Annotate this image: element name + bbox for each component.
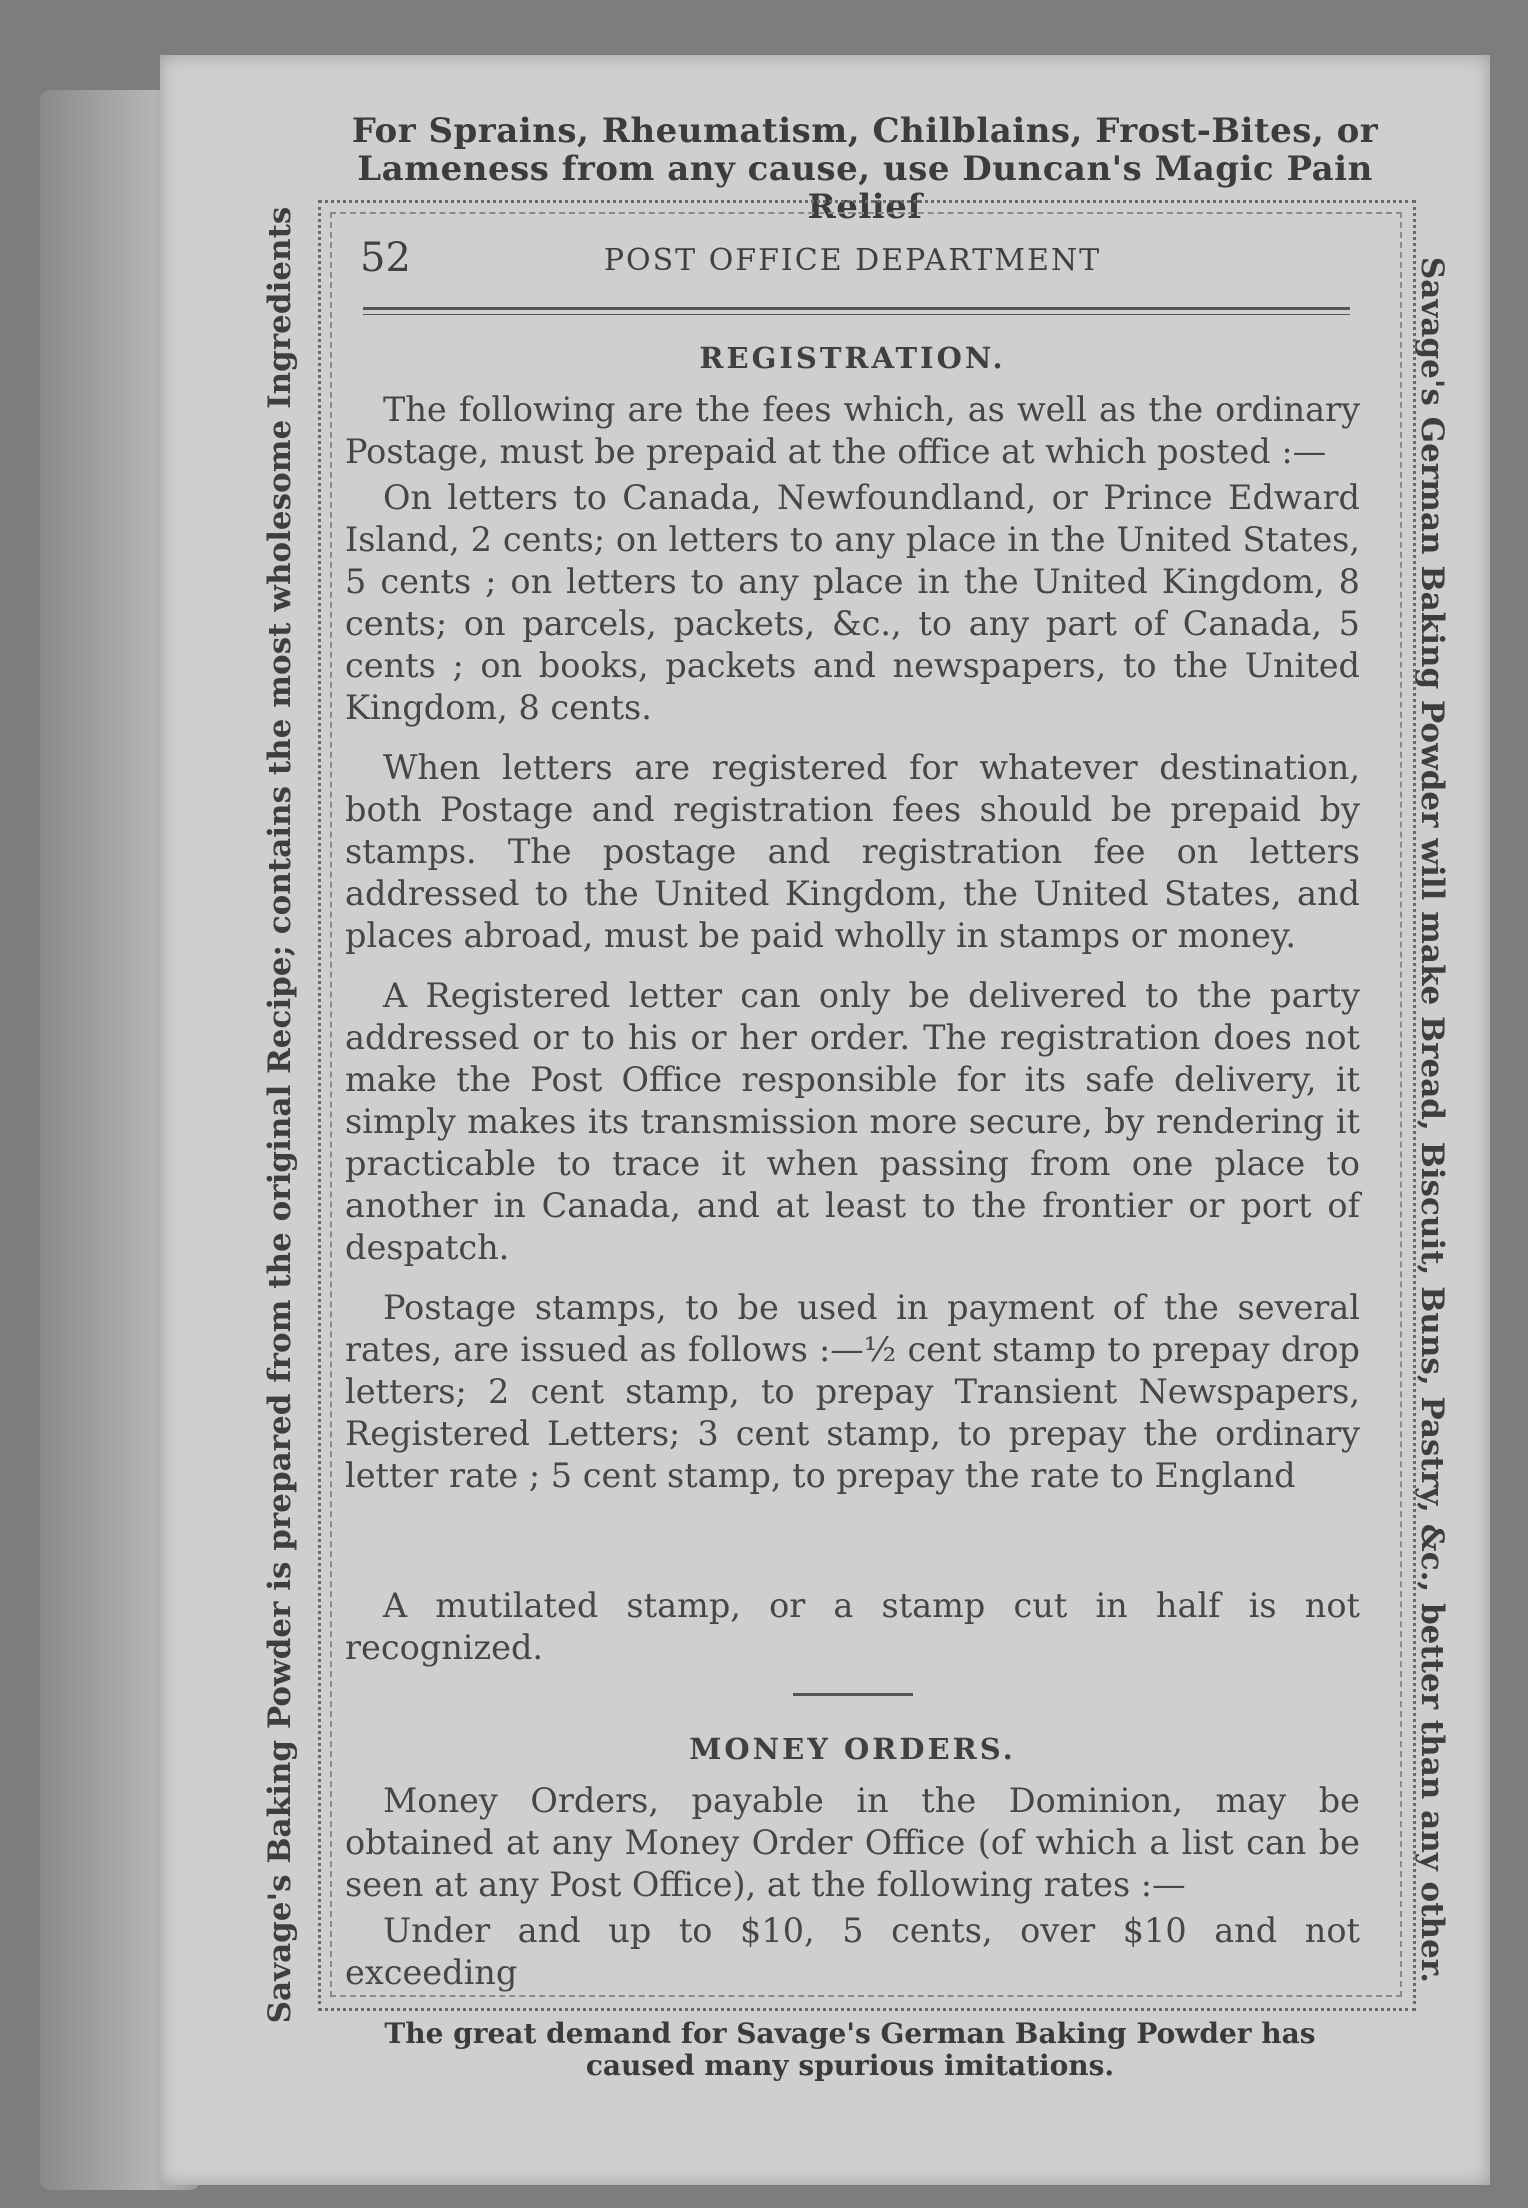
registration-paragraph-6: A mutilated stamp, or a stamp cut in half is not recognized. (345, 1586, 1360, 1667)
running-head: POST OFFICE DEPARTMENT (603, 243, 1102, 278)
money-orders-heading: MONEY ORDERS. (689, 1732, 1016, 1766)
bottom-ad-line-2: caused many spurious imitations. (585, 2049, 1115, 2082)
page-number: 52 (360, 235, 411, 281)
blank-space (345, 1515, 1360, 1585)
registration-paragraph-4: A Registered letter can only be delivered to the party addressed or to his or her order. The registration does not make the Post Office responsible for its safe delivery, it simply makes its transmission more secure, by rendering it practicable to trace it when passing from one place to another in Canada, and at least to the frontier or port of despatch. (345, 976, 1360, 1267)
left-side-advertisement: Savage's Baking Powder is prepared from the original Recipe; contains the most wholesome Ingredients (262, 206, 298, 2024)
bottom-ad-line-1: The great demand for Savage's German Baking Powder has (384, 2017, 1316, 2050)
top-ad-line-2: Lameness from any cause, use Duncan's Magic Pain Relief (357, 149, 1373, 227)
page-content (345, 235, 1360, 2012)
money-orders-paragraph-1: Money Orders, payable in the Dominion, may be obtained at any Money Order Office (of which a list can be seen at any Post Office), at the following rates :— (345, 1781, 1360, 1904)
header-rule (363, 307, 1350, 315)
top-ad-line-1: For Sprains, Rheumatism, Chilblains, Frost-Bites, or (351, 111, 1379, 151)
bottom-advertisement (300, 2018, 1400, 2082)
right-side-advertisement: Savage's German Baking Powder will make Bread, Biscuit, Buns, Pastry, &c., better than any other. (1414, 256, 1450, 1984)
registration-paragraph-5: Postage stamps, to be used in payment of the several rates, are issued as follows :—½ cent stamp to prepay drop letters; 2 cent stamp, to prepay Transient Newspapers, Registered Letters; 3 cent stamp, to prepay the ordinary letter rate ; 5 cent stamp, to prepay the rate to England (345, 1288, 1360, 1495)
registration-paragraph-3: When letters are registered for whatever destination, both Postage and registration fees should be prepaid by stamps. The postage and registration fee on letters addressed to the United Kingdom, the United States, and places abroad, must be paid wholly in stamps or money. (345, 748, 1360, 955)
registration-heading: REGISTRATION. (699, 341, 1006, 375)
money-orders-paragraph-2: Under and up to $10, 5 cents, over $10 and not exceeding (345, 1911, 1360, 1992)
page-header (345, 235, 1360, 295)
registration-paragraph-1: The following are the fees which, as well as the ordinary Postage, must be prepaid at the office at which posted :— (345, 390, 1360, 471)
registration-paragraph-2: On letters to Canada, Newfoundland, or Prince Edward Island, 2 cents; on letters to any place in the United States, 5 cents ; on letters to any place in the United Kingdom, 8 cents; on parcels, packets, &c., to any part of Canada, 5 cents ; on books, packets and newspapers, to the United Kingdom, 8 cents. (345, 478, 1360, 727)
section-divider (793, 1693, 913, 1696)
